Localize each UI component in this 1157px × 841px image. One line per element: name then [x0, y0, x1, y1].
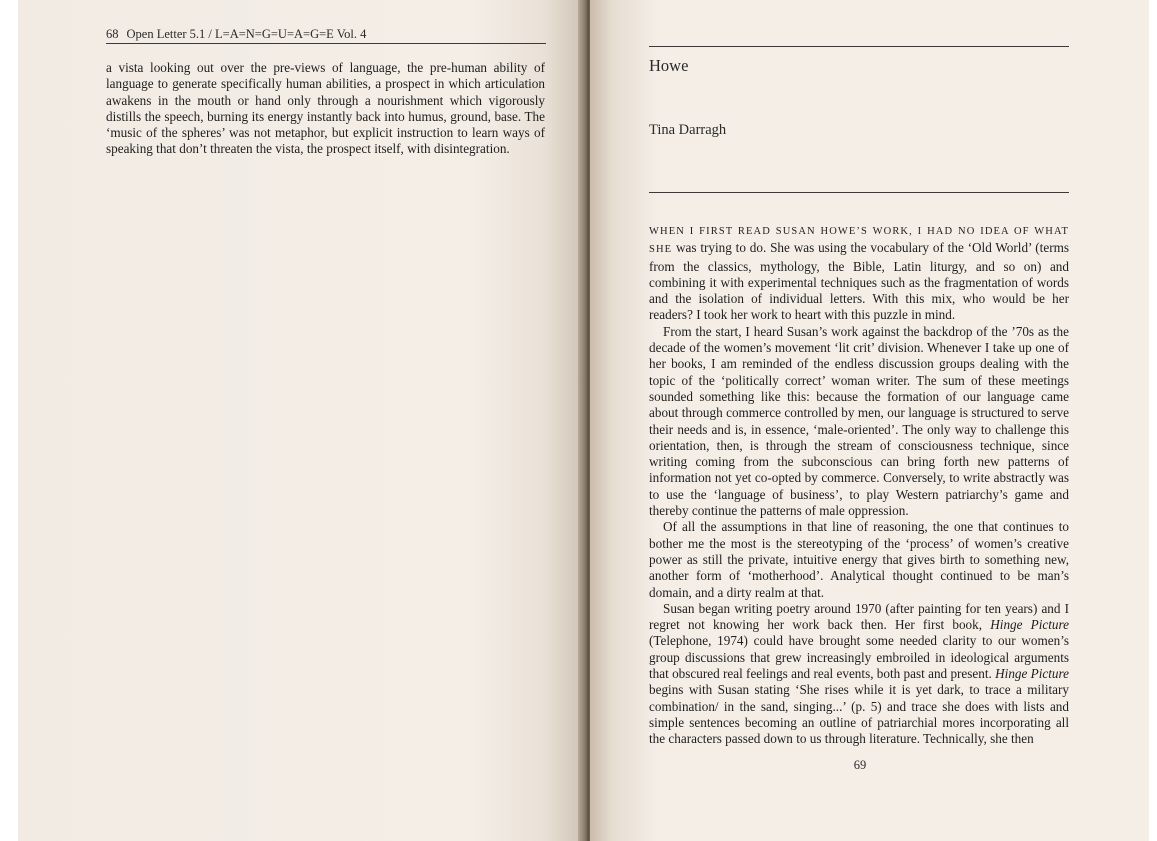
paragraph-4	[649, 601, 1069, 748]
paragraph-4-text-a: Susan began writing poetry around 1970 (after painting for ten years) and I regret not knowing her work back then. Her first book,	[649, 600, 1069, 633]
paragraph-4-text-b: (Telephone, 1974) could have brought some needed clarity to our women’s group discussions that grew increasingly embroiled in ideological arguments that obscured real feelings and real events, both past and present.	[649, 633, 1069, 682]
right-page	[590, 0, 1157, 841]
left-page	[18, 0, 584, 841]
book-title-hinge-picture: Hinge Picture	[990, 617, 1070, 633]
scan-margin-left	[0, 0, 18, 841]
paragraph-3: Of all the assumptions in that line of reasoning, the one that continues to bother me the most is the stereotyping of the ‘process’ of women’s creative power as still the private, intuitive energy that gives birth to something new, another form of ‘motherhood’. Analytical thought continued to be man’s domain, and a dirty realm at that.	[649, 519, 1069, 600]
scan-margin-right	[1149, 0, 1157, 841]
article-author: Tina Darragh	[649, 122, 727, 138]
title-top-rule	[649, 46, 1069, 47]
right-page-body	[649, 222, 1069, 748]
opening-smallcaps: WHEN I FIRST READ SUSAN HOWE’S WORK, I HAD NO IDEA OF WHAT SHE	[649, 226, 1069, 256]
book-title-hinge-picture-2: Hinge Picture	[995, 666, 1069, 682]
continued-paragraph: a vista looking out over the pre-views of language, the pre-human ability of language to generate specifically human abilities, a prospect in which articulation awakens in the mouth or hand only through a nourishment which vigorously distills the speech, burning its energy instantly back into humus, ground, base. The ‘music of the spheres’ was not metaphor, but explicit instruction to learn ways of speaking that don’t threaten the vista, the prospect itself, with disintegration.	[106, 60, 545, 157]
left-page-body	[106, 60, 545, 158]
running-head-rule	[106, 43, 546, 44]
paragraph-2: From the start, I heard Susan’s work against the backdrop of the ’70s as the decade of the women’s movement ‘lit crit’ division. Whenever I take up one of her books, I am reminded of the endless discussion groups dealing with the topic of the ‘politically correct’ woman writer. The sum of these meetings sounded something like this: because the formation of our language came about through commerce controlled by men, our language is structured to serve their needs and is, in essence, ‘male-oriented’. The only way to challenge this orientation, then, is through the stream of consciousness technique, since writing coming from the subconscious can bring forth new patterns of information not yet co-opted by commerce. Conversely, to write abstractly was to use the ‘language of business’, to play Western patriarchy’s game and thereby continue the patterns of male oppression.	[649, 323, 1069, 519]
right-page-number: 69	[853, 758, 867, 772]
running-head-title: Open Letter 5.1 / L=A=N=G=U=A=G=E Vol. 4	[126, 27, 367, 41]
paragraph-1-text: was trying to do. She was using the vocabulary of the ‘Old World’ (terms from the classics, mythology, the Bible, Latin liturgy, and so on) and combining it with experimental techniques such as the fragmentation of words and the isolation of individual letters. With this mix, who would be her readers? I took her work to heart with this puzzle in mind.	[649, 240, 1069, 323]
paragraph-4-text-c: begins with Susan stating ‘She rises while it is yet dark, to trace a military combination/ in the sand, singing...’ (p. 5) and trace she does with lists and simple sentences becoming an outline of patriarchial mores incorporating all the characters passed down to us through literature. Technically, she then	[649, 682, 1069, 747]
left-page-number: 68	[106, 27, 119, 41]
article-title: Howe	[649, 56, 689, 75]
paragraph-1	[649, 222, 1069, 324]
title-bottom-rule	[649, 192, 1069, 193]
running-head	[106, 27, 546, 42]
